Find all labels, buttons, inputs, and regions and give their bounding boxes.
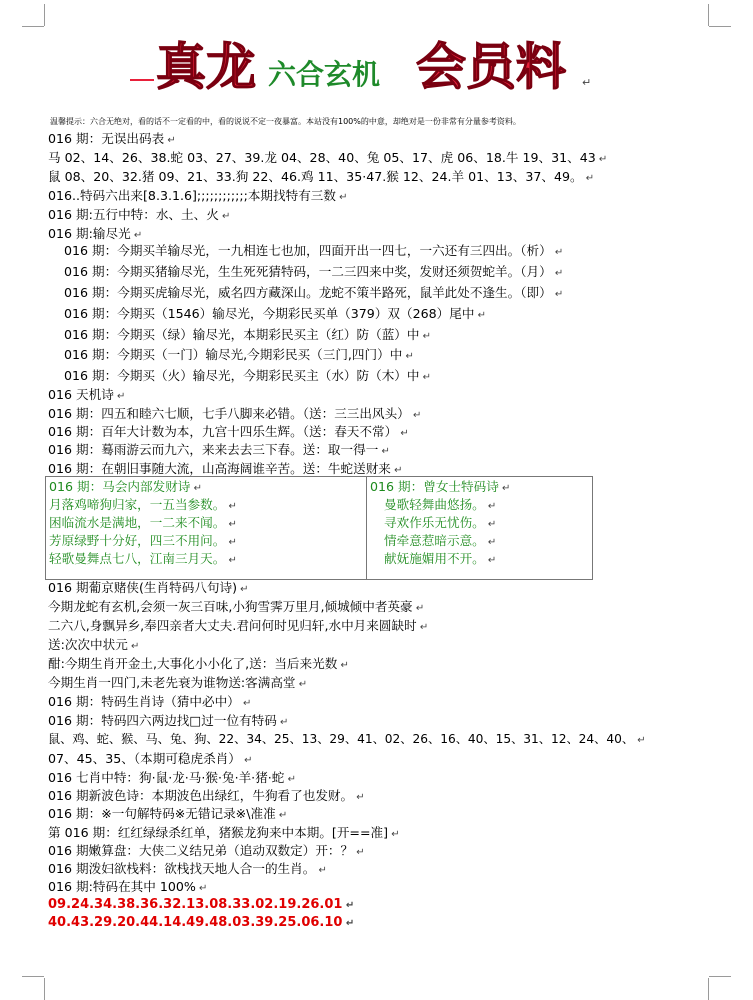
paragraph-mark: ↵ [474,310,486,321]
text-line: 016 期：特码生肖诗（猜中必中） ↵ [48,694,252,709]
paragraph-mark: ↵ [190,483,202,494]
text-line: 酣:今期生肖开金土,大事化小小化了,送：当后来光数 ↵ [48,656,349,671]
crop-mark [708,4,709,26]
box-left-line: 困临流水是满地，一二来不闻。 ↵ [49,515,237,530]
paragraph-mark: ↵ [595,154,608,165]
text-line: 送:次次中状元 ↵ [48,637,140,652]
crop-mark [709,26,731,27]
text-line: 07、45、35、（本期可稳虎杀肖） ↵ [48,751,253,766]
paragraph-mark: ↵ [225,519,237,530]
return-mark: ↵ [582,76,592,89]
paragraph-mark: ↵ [237,584,249,595]
text-line: 016 期：今期买（1546）输尽光，今期彩民买单（379）双（268）尾中 ↵ [64,306,486,321]
paragraph-mark: ↵ [551,289,564,300]
text-line: 016 期：今期买猪输尽光，生生死死猜特码，一二三四来中奖，发财还须贺蛇羊。（月） ↵ [64,264,564,279]
box-right-line: 情牵意惹暗示意。 ↵ [384,533,497,548]
paragraph-mark: ↵ [551,247,564,258]
paragraph-mark: ↵ [130,230,143,241]
text-line: 016 期：特码四六两边找□过一位有特码 ↵ [48,713,289,728]
text-line: 016 期：今期买（绿）输尽光，本期彩民买主（红）防（蓝）中 ↵ [64,327,432,342]
text-line: 016 期：※一句解特码※无错记录※\准准 ↵ [48,806,288,821]
text-line: 016 期：在朝旧事随大流，山高海阔谁辛苦。送：牛蛇送财来 ↵ [48,461,403,476]
paragraph-mark: ↵ [342,900,355,911]
paragraph-mark: ↵ [113,391,126,402]
paragraph-mark: ↵ [419,331,432,342]
paragraph-mark: ↵ [315,865,327,876]
paragraph-mark: ↵ [239,698,252,709]
text-line: 第 016 期：红红绿绿杀红单，猪猴龙狗来中本期。[开==准] ↵ [48,825,400,840]
title-part-1: 真龙 [156,37,256,96]
box-left-line: 016 期：马会内部发财诗 ↵ [49,479,202,494]
crop-mark [22,26,44,27]
text-line: 016 期：今期买羊输尽光，一九相连七也加，四面开出一四七，一六还有三四出。（析） ↵ [64,243,564,258]
paragraph-mark: ↵ [416,622,429,633]
crop-mark [22,976,44,977]
number-line: 40.43.29.20.44.14.49.48.03.39.25.06.10 ↵ [48,915,355,930]
paragraph-mark: ↵ [284,774,296,785]
paragraph-mark: ↵ [218,211,231,222]
text-line: 016 期：蓦雨游云而九六，来来去去三下春。送：取一得一 ↵ [48,442,390,457]
text-line: 016 天机诗 ↵ [48,387,126,402]
paragraph-mark: ↵ [240,755,253,766]
text-line: 016 期泼妇欲栈料：欲栈找天地人合一的生肖。 ↵ [48,861,327,876]
paragraph-mark: ↵ [419,372,432,383]
box-left-line: 芳原绿野十分好，四三不用问。 ↵ [49,533,237,548]
paragraph-mark: ↵ [164,135,176,146]
text-line: 016 期：今期买虎输尽光，威名四方藏深山。龙蛇不策半路死，鼠羊此处不逢生。（即） ↵ [64,285,564,300]
box-right-line: 献妩施媚用不开。 ↵ [384,551,497,566]
paragraph-mark: ↵ [337,660,349,671]
paragraph-mark: ↵ [498,483,511,494]
disclaimer-notice: 温馨提示：六合无绝对，看的话不一定看的中，看的说说不定一夜暴富。本站没有100%的中意，却绝对是一份非常有分量参考资料。 [50,117,521,126]
paragraph-mark: ↵ [127,641,140,652]
paragraph-mark: ↵ [412,603,425,614]
text-line: 016..特码六出来[8.3.1.6];;;;;;;;;;;;本期找特有三数 ↵ [48,188,348,203]
paragraph-mark: ↵ [342,918,355,929]
paragraph-mark: ↵ [295,679,308,690]
paragraph-mark: ↵ [378,446,390,457]
text-line: 016 期:特码在其中 100% ↵ [48,879,208,894]
text-line: 016 期:五行中特：水、土、火 ↵ [48,207,231,222]
paragraph-mark: ↵ [353,792,365,803]
crop-mark [44,4,45,26]
text-line: 016 七肖中特：狗·鼠·龙·马·猴·兔·羊·猪·蛇 ↵ [48,770,296,785]
paragraph-mark: ↵ [353,847,365,858]
box-right-line: 寻欢作乐无忧伤。 ↵ [384,515,497,530]
paragraph-mark: ↵ [225,501,237,512]
text-line: 马 02、14、26、38.蛇 03、27、39.龙 04、28、40、兔 05、17、虎 06、18.牛 19、31、43 ↵ [48,150,608,165]
paragraph-mark: ↵ [275,810,288,821]
paragraph-mark: ↵ [484,537,497,548]
paragraph-mark: ↵ [409,410,422,421]
paragraph-mark: ↵ [388,829,400,840]
text-line: 016 期嫩算盘：大侠二义结兄弟（追动双数定）开：？ ↵ [48,843,365,858]
poem-table-divider [366,476,367,579]
page-title-banner [120,34,600,100]
crop-mark [709,976,731,977]
crop-mark [44,978,45,1000]
paragraph-mark: ↵ [276,717,289,728]
text-line: 016 期：四五和睦六七顺，七手八脚来必错。（送：三三出风头） ↵ [48,406,422,421]
paragraph-mark: ↵ [402,351,414,362]
box-right-line: 曼歌轻舞曲悠扬。 ↵ [384,497,497,512]
number-line: 09.24.34.38.36.32.13.08.33.02.19.26.01 ↵ [48,897,355,912]
text-line: 016 期：无误出码表 ↵ [48,131,176,146]
paragraph-mark: ↵ [225,537,237,548]
crop-mark [708,978,709,1000]
paragraph-mark: ↵ [582,173,595,184]
paragraph-mark: ↵ [484,555,497,566]
text-line: 016 期:输尽光 ↵ [48,226,143,241]
text-line: 016 期：百年大计数为本，九宫十四乐生辉。（送：春天不常） ↵ [48,424,409,439]
paragraph-mark: ↵ [335,192,348,203]
paragraph-mark: ↵ [634,735,646,746]
paragraph-mark: ↵ [390,465,403,476]
box-left-line: 月落鸡啼狗归家，一五当参数。 ↵ [49,497,237,512]
paragraph-mark: ↵ [484,519,497,530]
text-line: 今期生肖一四门,未老先衰为谁物送:客满高堂 ↵ [48,675,308,690]
paragraph-mark: ↵ [551,268,564,279]
title-part-3: 会员料 [416,37,566,96]
paragraph-mark: ↵ [195,883,208,894]
text-line: 今期龙蛇有玄机,会须一灰三百味,小狗雪霁万里月,倾城倾中者英豪 ↵ [48,599,425,614]
text-line: 016 期新波色诗：本期波色出绿红，牛狗看了也发财。 ↵ [48,788,365,803]
text-line: 016 期：今期买（一门）输尽光,今期彩民买（三门,四门）中 ↵ [64,347,414,362]
paragraph-mark: ↵ [225,555,237,566]
text-line: 鼠 08、20、32.猪 09、21、33.狗 22、46.鸡 11、35·47.猴 12、24.羊 01、13、37、49。 ↵ [48,169,595,184]
text-line: 鼠、鸡、蛇、猴、马、兔、狗、22、34、25、13、29、41、02、26、16、40、15、31、12、24、40、 ↵ [48,732,646,746]
text-line: 016 期：今期买（火）输尽光，今期彩民买主（水）防（木）中 ↵ [64,368,432,383]
paragraph-mark: ↵ [484,501,497,512]
paragraph-mark: ↵ [397,428,409,439]
title-part-2: 六合玄机 [268,58,381,91]
box-right-line: 016 期：曾女士特码诗 ↵ [370,479,511,494]
text-line: 016 期葡京赌侠(生肖特码八句诗) ↵ [48,580,249,595]
text-line: 二六八,身飘异乡,奉四亲者大丈夫.君问何时见归轩,水中月来圆缺时 ↵ [48,618,429,633]
box-left-line: 轻歌曼舞点七八，江南三月天。 ↵ [49,551,237,566]
